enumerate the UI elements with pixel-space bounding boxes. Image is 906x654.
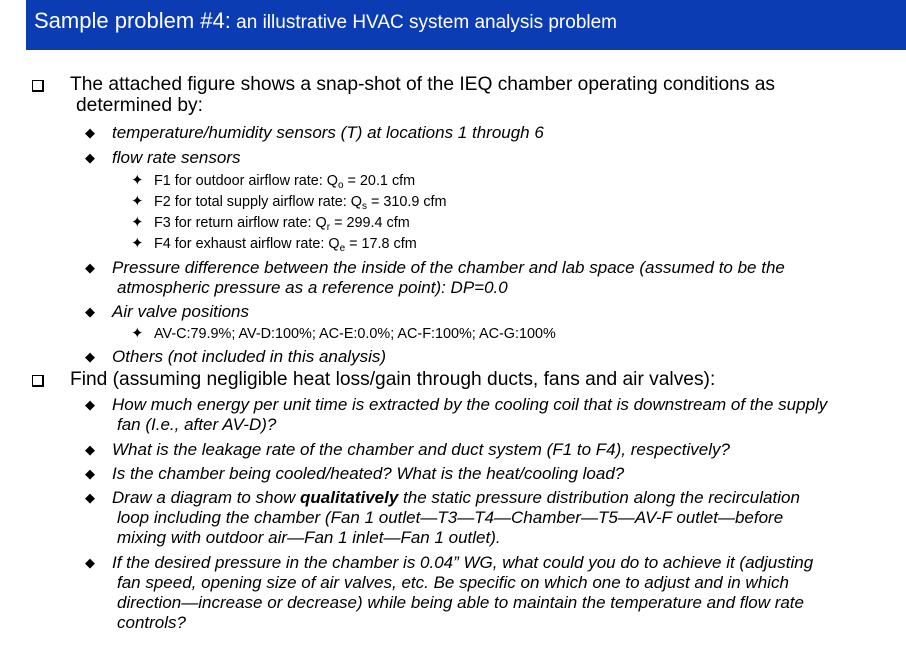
question-pressure-diagram xyxy=(0,488,906,548)
q2-text: What is the leakage rate of the chamber and duct system (F1 to F4), respectively? xyxy=(112,440,730,459)
pressure-text-line1: Pressure difference between the inside of the chamber and lab space (assumed to be the xyxy=(112,258,785,277)
valve-positions-item xyxy=(0,324,906,344)
bullet-level1-figure xyxy=(0,74,906,116)
question-energy xyxy=(0,395,906,435)
f3-value: = 299.4 cfm xyxy=(330,215,410,231)
q5-line4: controls? xyxy=(117,613,186,632)
q1-line1: How much energy per unit time is extracted by the cooling coil that is downstream of the supply xyxy=(112,395,828,414)
diamond-bullet-icon: ◆ xyxy=(85,150,95,165)
slide-title-bar xyxy=(26,0,906,50)
diamond-bullet-icon: ◆ xyxy=(85,466,95,481)
flow-item-f1 xyxy=(0,171,906,191)
f2-label: F2 for total supply airflow rate: Q xyxy=(154,194,362,210)
others-text: Others (not included in this analysis) xyxy=(112,347,387,366)
slide-title: Sample problem #4: xyxy=(34,8,231,33)
question-desired-pressure xyxy=(0,553,906,633)
bullet-air-valve-positions xyxy=(0,302,906,322)
diamond-bullet-icon: ◆ xyxy=(85,490,95,505)
f1-value: = 20.1 cfm xyxy=(343,173,416,189)
q3-text: Is the chamber being cooled/heated? What is the heat/cooling load? xyxy=(112,464,625,483)
star-bullet-icon: ✦ xyxy=(131,235,144,252)
pressure-text-line2: atmospheric pressure as a reference point): DP=0.0 xyxy=(117,278,508,297)
q4-emphasis: qualitatively xyxy=(300,488,399,507)
star-bullet-icon: ✦ xyxy=(131,325,144,342)
temperature-sensors-text: temperature/humidity sensors (T) at locations 1 through 6 xyxy=(112,123,544,142)
f1-label: F1 for outdoor airflow rate: Q xyxy=(154,173,338,189)
question-cooling-load xyxy=(0,464,906,484)
diamond-bullet-icon: ◆ xyxy=(85,555,95,570)
q5-line3: direction—increase or decrease) while being able to maintain the temperature and flow rate xyxy=(117,593,804,612)
q4-post: the static pressure distribution along the recirculation xyxy=(398,488,800,507)
flow-item-f4 xyxy=(0,234,906,254)
f3-subscript: r xyxy=(326,222,331,233)
bullet-flow-sensors xyxy=(0,148,906,168)
figure-intro-line1: The attached figure shows a snap-shot of the IEQ chamber operating conditions as xyxy=(70,74,776,95)
bullet-pressure-difference xyxy=(0,258,906,298)
diamond-bullet-icon: ◆ xyxy=(85,260,95,275)
bullet-others xyxy=(0,347,906,367)
checkbox-bullet-icon xyxy=(32,375,44,387)
q5-line1: If the desired pressure in the chamber is 0.04” WG, what could you do to achieve it (adjusting xyxy=(112,553,814,572)
f2-value: = 310.9 cfm xyxy=(366,194,447,210)
find-intro-text: Find (assuming negligible heat loss/gain through ducts, fans and air valves): xyxy=(70,369,716,390)
air-valve-text: Air valve positions xyxy=(112,302,250,321)
slide-body xyxy=(0,74,906,633)
diamond-bullet-icon: ◆ xyxy=(85,397,95,412)
q4-line2: loop including the chamber (Fan 1 outlet—T3—T4—Chamber—T5—AV-F outlet—before xyxy=(117,508,784,527)
q4-line3: mixing with outdoor air—Fan 1 inlet—Fan 1 outlet). xyxy=(117,528,501,547)
star-bullet-icon: ✦ xyxy=(131,193,144,210)
flow-sensors-text: flow rate sensors xyxy=(112,148,241,167)
q1-line2: fan (I.e., after AV-D)? xyxy=(117,415,277,434)
q4-pre: Draw a diagram to show xyxy=(112,488,301,507)
bullet-level1-find xyxy=(0,369,906,390)
diamond-bullet-icon: ◆ xyxy=(85,442,95,457)
slide-subtitle: an illustrative HVAC system analysis problem xyxy=(230,12,618,33)
flow-item-f3 xyxy=(0,213,906,233)
f3-label: F3 for return airflow rate: Q xyxy=(154,215,327,231)
f4-subscript: e xyxy=(339,243,346,254)
f1-subscript: o xyxy=(337,180,344,191)
bullet-temperature-sensors xyxy=(0,123,906,143)
f4-value: = 17.8 cfm xyxy=(345,236,417,252)
star-bullet-icon: ✦ xyxy=(131,172,144,189)
flow-item-f2 xyxy=(0,192,906,212)
valve-positions-text: AV-C:79.9%; AV-D:100%; AC-E:0.0%; AC-F:100%; AC-G:100% xyxy=(154,326,556,342)
diamond-bullet-icon: ◆ xyxy=(85,349,95,364)
checkbox-bullet-icon xyxy=(32,80,44,92)
f2-subscript: s xyxy=(361,201,367,212)
diamond-bullet-icon: ◆ xyxy=(85,304,95,319)
f4-label: F4 for exhaust airflow rate: Q xyxy=(154,236,340,252)
diamond-bullet-icon: ◆ xyxy=(85,125,95,140)
q5-line2: fan speed, opening size of air valves, etc. Be specific on which one to adjust and in which xyxy=(117,573,789,592)
figure-intro-line2: determined by: xyxy=(76,95,203,116)
star-bullet-icon: ✦ xyxy=(131,214,144,231)
question-leakage xyxy=(0,440,906,460)
q4-line1 xyxy=(112,488,906,508)
